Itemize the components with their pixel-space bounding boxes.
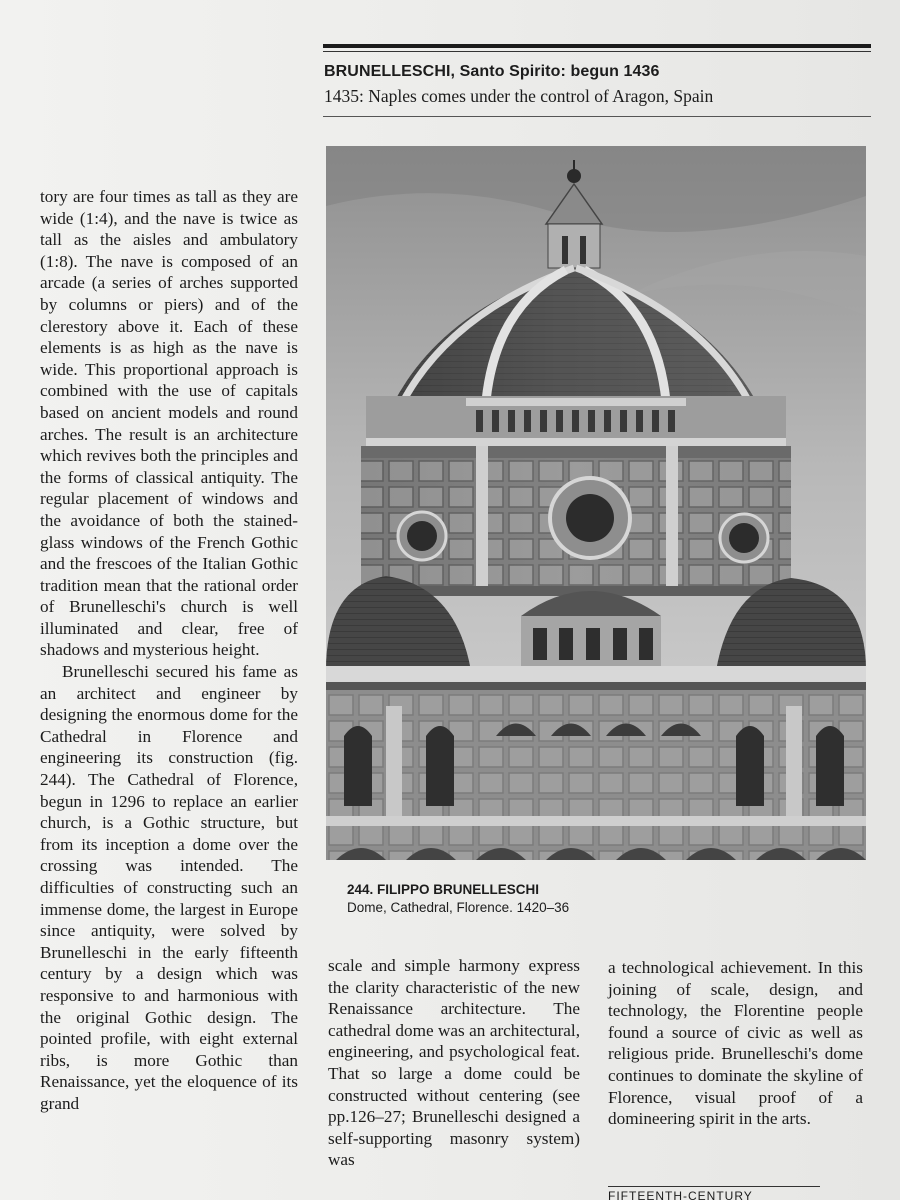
dome-gallery <box>366 396 786 446</box>
lower-facade <box>326 690 866 860</box>
drum <box>361 446 791 596</box>
paragraph-harmony: scale and simple harmony express the clarity characteristic of the new Renaissance architecture. The cathedral dome was an architectural, engineering, and psychological feat. That so large a dome could be constructed without centering (see pp.126–27; Brunelleschi designed a self-supporting masonry system) was <box>328 956 580 1170</box>
figure-caption-title: 244. FILIPPO BRUNELLESCHI <box>347 882 540 897</box>
dome-photograph <box>326 146 866 860</box>
paragraph-civic-pride: a technological achievement. In this joining of scale, design, and technology, the Florentine people found a source of civic as well as religious pride. Brunelleschi's dome continues to dominate the skyline of Florence, visual proof of a domineering spirit in the arts. <box>608 958 863 1129</box>
cornice <box>326 666 866 690</box>
paragraph-proportions: tory are four times as tall as they are wide (1:4), and the nave is twice as tall as the aisles and ambulatory (1:8). The nave is composed of an arcade (a series of arches supported by columns or piers) and of the clerestory above it. Each of these elements is as high as the nave is wide. This proportional approach is combined with the use of capitals based on ancient models and round arches. The result is an architecture which revives both the principles and the forms of classical antiquity. The regular placement of windows and the avoidance of both the stained-glass windows of the French Gothic and the frescoes of the Italian Gothic tradition mean that the rational order of Brunelleschi's church is well illuminated and clear, free of shadows and mysterious height. <box>40 187 298 660</box>
paragraph-dome: Brunelleschi secured his fame as an architect and engineer by designing the enormous dome for the Cathedral in Florence and engineering its construction (fig. 244). The Cathedral of Florence, begun in 1296 to replace an earlier church, is a Gothic structure, but from its inception a dome over the crossing was intended. The difficulties of constructing such an immense dome, the largest in Europe since antiquity, were solved by Brunelleschi in the early fifteenth century by a design which was responsive to and harmonious with the original Gothic design. The pointed profile, with eight external ribs, is more Gothic than Renaissance, yet the eloquence of its grand <box>40 662 298 1113</box>
running-footer: FIFTEENTH-CENTURY <box>608 1189 753 1200</box>
page-header-title: BRUNELLESCHI, Santo Spirito: begun 1436 <box>324 63 660 80</box>
text-column-left <box>40 186 298 1115</box>
header-rule-thick <box>323 44 871 48</box>
page-header-subtitle: 1435: Naples comes under the control of Aragon, Spain <box>324 86 714 106</box>
footer-rule <box>608 1186 820 1187</box>
header-rule-bottom <box>323 116 871 117</box>
figure-caption-subtitle: Dome, Cathedral, Florence. 1420–36 <box>347 900 570 915</box>
text-column-middle <box>328 955 580 1171</box>
header-rule-thin <box>323 51 871 52</box>
text-column-right <box>608 957 863 1130</box>
